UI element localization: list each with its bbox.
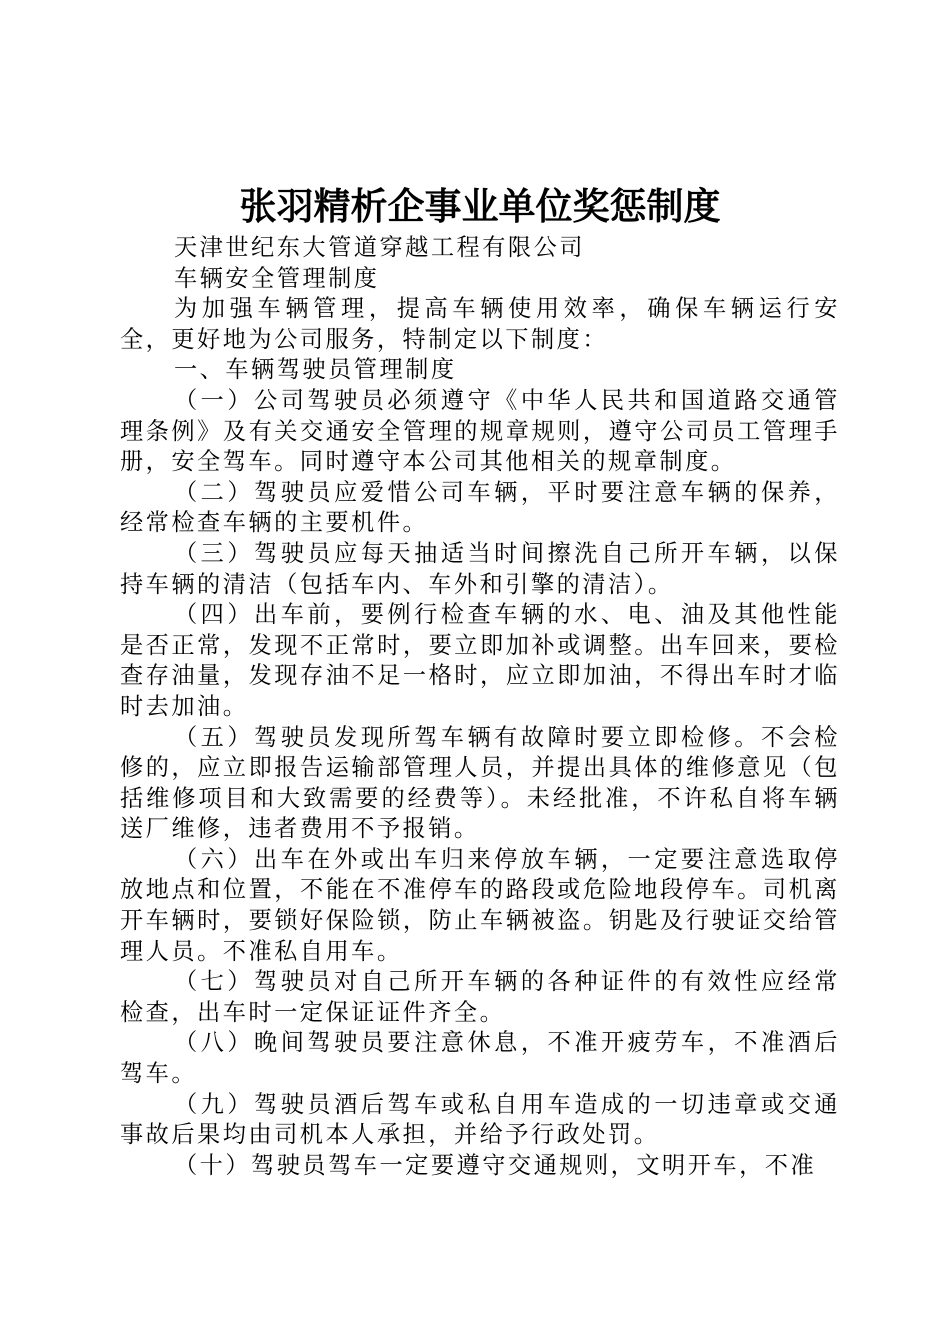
rule-item: （五）驾驶员发现所驾车辆有故障时要立即检修。不会检修的，应立即报告运输部管理人员，并提出具体的维修意见（包括维修项目和大致需要的经费等）。未经批准，不许私自将车辆送厂维修，违者费用不予报销。 — [120, 723, 840, 843]
rule-item: （二）驾驶员应爱惜公司车辆，平时要注意车辆的保养，经常检查车辆的主要机件。 — [120, 478, 840, 537]
document-subtitle: 车辆安全管理制度 — [174, 264, 380, 292]
document-title: 张羽精析企事业单位奖惩制度 — [239, 185, 721, 228]
rule-item: （九）驾驶员酒后驾车或私自用车造成的一切违章或交通事故后果均由司机本人承担，并给予行政处罚。 — [120, 1090, 840, 1149]
rule-item: （八）晚间驾驶员要注意休息，不准开疲劳车，不准酒后驾车。 — [120, 1029, 840, 1088]
rule-item: （四）出车前，要例行检查车辆的水、电、油及其他性能是否正常，发现不正常时，要立即加补或调整。出车回来，要检查存油量，发现存油不足一格时，应立即加油，不得出车时才临时去加油。 — [120, 601, 840, 720]
rule-item: （十）驾驶员驾车一定要遵守交通规则，文明开车，不准 — [174, 1151, 817, 1179]
document-body — [120, 233, 840, 1181]
company-name: 天津世纪东大管道穿越工程有限公司 — [174, 234, 585, 261]
rule-item: （三）驾驶员应每天抽适当时间擦洗自己所开车辆，以保持车辆的清洁（包括车内、车外和引擎的清洁）。 — [120, 539, 840, 598]
rule-item: （七）驾驶员对自己所开车辆的各种证件的有效性应经常检查，出车时一定保证证件齐全。 — [120, 968, 840, 1026]
section-heading: 一、车辆驾驶员管理制度 — [174, 356, 457, 384]
rule-item: （六）出车在外或出车归来停放车辆，一定要注意选取停放地点和位置，不能在不准停车的路段或危险地段停车。司机离开车辆时，要锁好保险锁，防止车辆被盗。钥匙及行驶证交给管理人员。不准私自用车。 — [120, 845, 840, 965]
rule-item: （一）公司驾驶员必须遵守《中华人民共和国道路交通管理条例》及有关交通安全管理的规章规则，遵守公司员工管理手册，安全驾车。同时遵守本公司其他相关的规章制度。 — [120, 386, 840, 476]
intro-paragraph: 为加强车辆管理，提高车辆使用效率，确保车辆运行安全，更好地为公司服务，特制定以下制度： — [120, 295, 840, 353]
